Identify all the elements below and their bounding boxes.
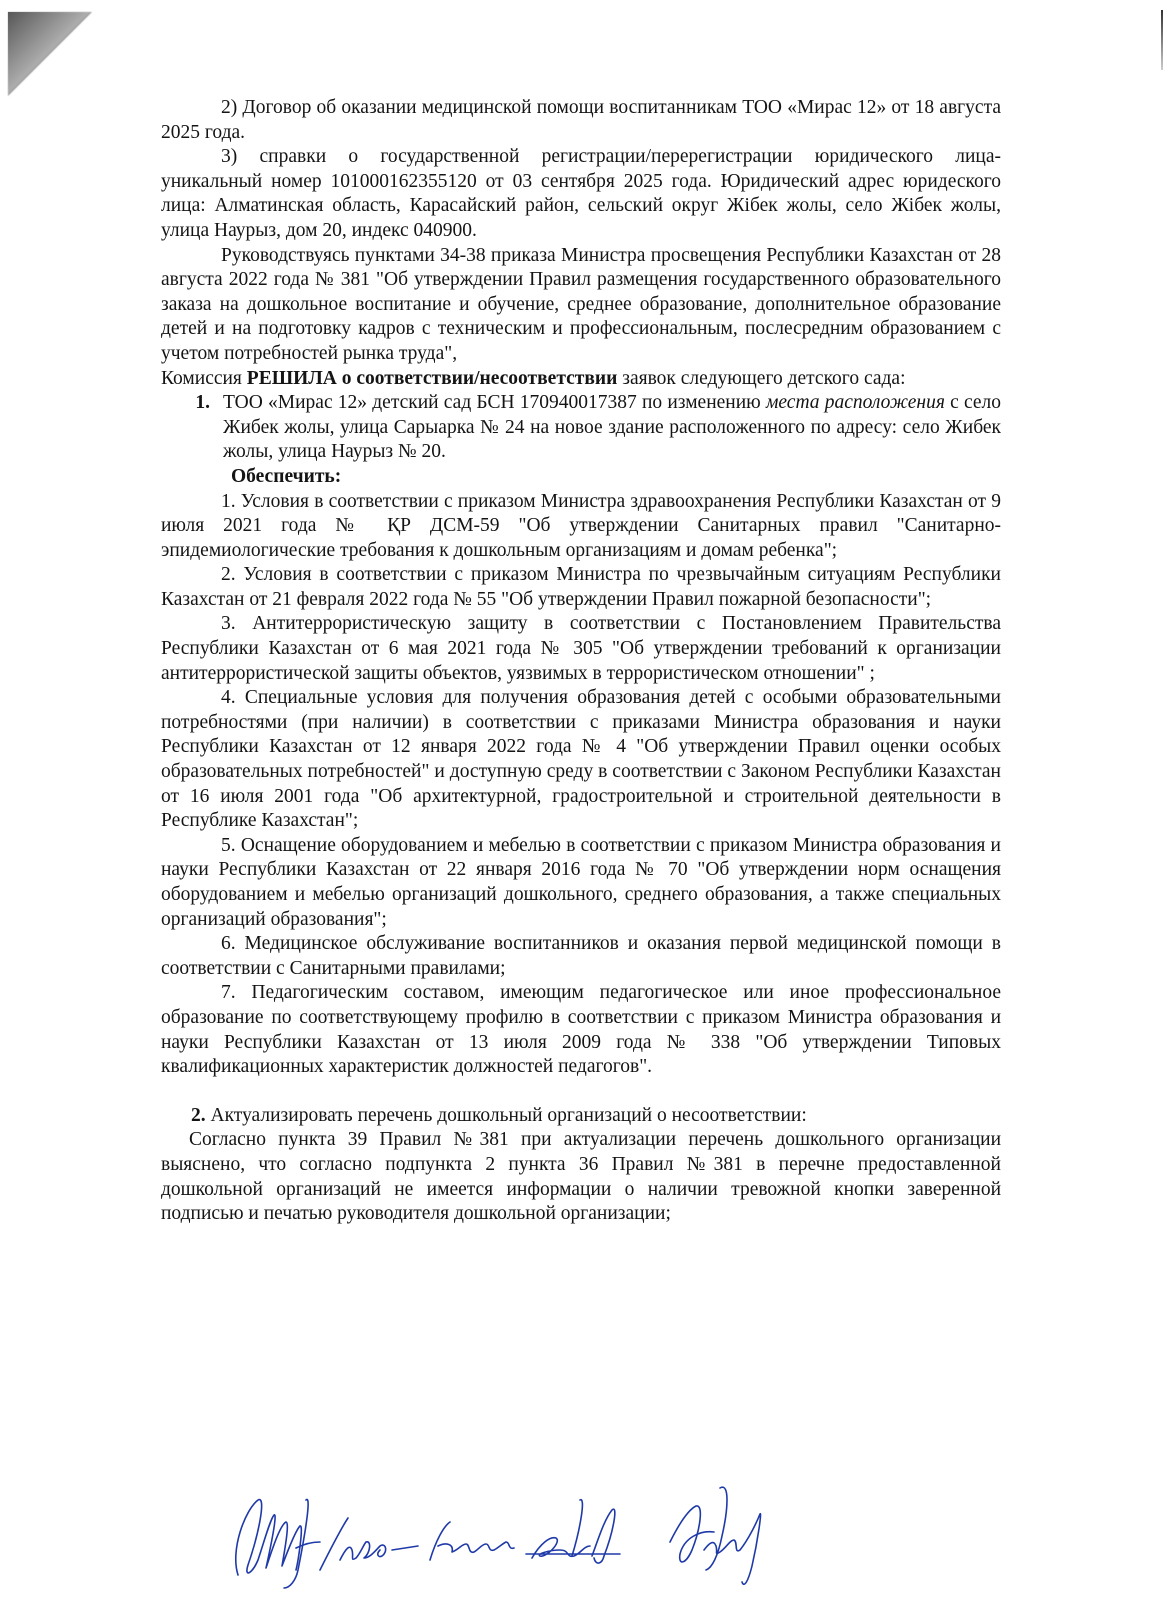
paragraph-commission-decision — [161, 367, 1001, 392]
decision-list — [161, 391, 1001, 465]
decision-item — [161, 391, 1001, 465]
ensure-item: 5. Оснащение оборудованием и мебелью в соответствии с приказом Министра образования и науки Республики Казахстан от 22 января 2016 года № 70 "Об утверждении норм оснащения оборудованием и мебелью организаций дошкольного, среднего образования, а также специальных организаций образования"; — [161, 834, 1001, 930]
section-2-heading — [161, 1104, 1001, 1129]
commission-prefix: Комиссия — [161, 367, 247, 389]
section-2-number: 2. — [191, 1104, 206, 1126]
decision-text-end: с село Жибек жолы, улица Сарыарка № 24 на новое здание расположенного по адресу: село Жибек жолы, улица Наурыз № 20. — [223, 392, 1001, 463]
commission-decision-bold: РЕШИЛА о соответствии/несоответствии — [246, 367, 618, 389]
spacer — [161, 1080, 1001, 1104]
section-2-text: Согласно пункта 39 Правил №381 при актуализации перечень дошкольного организации выяснено, что согласно подпункта 2 пункта 36 Правил №381 в перечне предоставленной дошкольной организаций не имеется информации о наличии тревожной кнопки заверенной подписью и печатью руководителя дошкольной организации; — [161, 1129, 1001, 1225]
signatures-area — [200, 1470, 1020, 1600]
ensure-item: 1. Условия в соответствии с приказом Министра здравоохранения Республики Казахстан от 9 июля 2021 года № ҚР ДСМ-59 "Об утверждении Санитарных правил "Санитарно-эпидемиологические требования к дошкольным организациям и домам ребенка"; — [161, 490, 1001, 561]
decision-text-italic: места расположения — [765, 392, 945, 414]
paragraph-contract: 2) Договор об оказании медицинской помощи воспитанникам ТОО «Мирас 12» от 18 августа 2025 года. — [161, 97, 1001, 143]
ensure-item: 3. Антитеррористическую защиту в соответствии с Постановлением Правительства Республики Казахстан от 6 мая 2021 года № 305 "Об утверждении требований к организации антитеррористической защиты объектов, уязвимых в террористическом отношении" ; — [161, 613, 1001, 684]
decision-item-text — [223, 391, 1001, 465]
ensure-item: 4. Специальные условия для получения образования детей с особыми образовательными потребностями (при наличии) в соответствии с приказами Министра образования и науки Республики Казахстан от 12 января 2022 года № 4 "Об утверждении Правил оценки особых образовательных потребностей" и доступную среду в соответствии с Законом Республики Казахстан от 16 июля 2001 года "Об архитектурной, градостроительной и строительной деятельности в Республике Казахстан"; — [161, 687, 1001, 832]
ensure-item: 2. Условия в соответствии с приказом Министра по чрезвычайным ситуациям Республики Казахстан от 21 февраля 2022 года № 55 "Об утверждении Правил пожарной безопасности"; — [161, 564, 1001, 610]
decision-text-start: ТОО «Мирас 12» детский сад БСН 170940017387 по изменению — [223, 392, 766, 414]
ensure-list — [161, 490, 1001, 1080]
ensure-item: 7. Педагогическим составом, имеющим педагогическое или иное профессиональное образование по соответствующему профилю в соответствии с приказом Министра образования и науки Республики Казахстан от 13 июля 2009 года № 338 "Об утверждении Типовых квалификационных характеристик должностей педагогов". — [161, 982, 1001, 1078]
section-2-title: Актуализировать перечень дошкольный организаций о несоответствии: — [205, 1104, 807, 1126]
decision-item-number: 1. — [195, 392, 210, 414]
handwritten-signatures-icon — [200, 1470, 1020, 1600]
commission-suffix: заявок следующего детского сада: — [617, 367, 906, 389]
ensure-item: 6. Медицинское обслуживание воспитанников и оказания первой медицинской помощи в соответствии с Санитарными правилами; — [161, 933, 1001, 979]
ensure-heading: Обеспечить: — [231, 465, 342, 487]
paragraph-registration: 3) справки о государственной регистрации/перерегистрации юридического лица- уникальный номер 101000162355120 от 03 сентября 2025 года. Юридический адрес юридеского лица: Алматинская область, Карасайский район, сельский округ Жібек жолы, село Жібек жолы, улица Наурыз, дом 20, индекс 040900. — [161, 146, 1001, 241]
paragraph-guided-by: Руководствуясь пунктами 34-38 приказа Министра просвещения Республики Казахстан от 28 августа 2022 года № 381 "Об утверждении Правил размещения государственного образовательного заказа на дошкольное воспитание и обучение, среднее образование, дополнительное образование детей и на подготовку кадров с техническим и профессиональным, послесредним образованием с учетом потребностей рынка труда", — [161, 244, 1001, 364]
page-corner-shadow — [8, 12, 92, 96]
document-body — [161, 96, 1001, 1227]
